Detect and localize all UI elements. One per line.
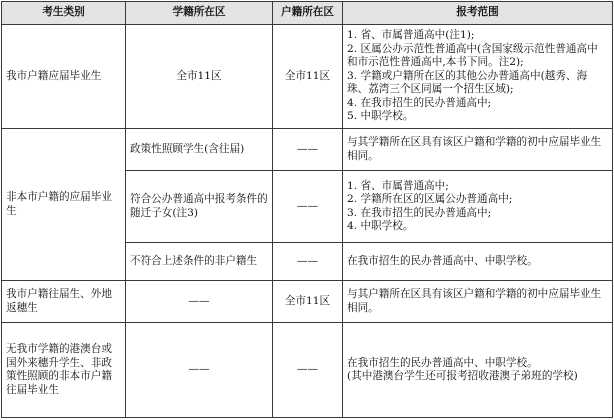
scope-item: 4. 中职学校。 [347, 220, 414, 232]
scope-cell [343, 171, 613, 243]
hukou-district-cell [273, 129, 343, 171]
scope-item: 3. 在我市招生的民办普通高中; [347, 206, 492, 219]
school-district-cell: 全市11区 [126, 25, 273, 129]
scope-cell [343, 25, 613, 129]
table-row [2, 25, 613, 129]
header-hukou-district: 户籍所在区 [273, 2, 343, 25]
category-cell: 无我市学籍的港澳台或国外来穗升学生、非政策性照顾的非本市户籍往届毕业生 [2, 323, 126, 418]
table-header-row [2, 2, 613, 25]
dash-placeholder: —— [296, 199, 319, 212]
scope-item: 1. 省、市属普通高中; [347, 179, 449, 192]
table-row [2, 281, 613, 323]
scope-item: 3. 学籍或户籍所在区的其他公办普通高中(越秀、海珠、荔湾三个区同属一个招生区域); [347, 69, 588, 96]
hukou-district-cell [273, 171, 343, 243]
scope-cell: 与其户籍所在区具有该区户籍和学籍的初中应届毕业生相同。 [343, 281, 613, 323]
header-school-district: 学籍所在区 [126, 2, 273, 25]
hukou-district-cell [273, 243, 343, 281]
table-row [2, 129, 613, 171]
scope-cell: 在我市招生的民办普通高中、中职学校。 [343, 243, 613, 281]
category-cell: 我市户籍应届毕业生 [2, 25, 126, 129]
school-district-cell: 符合公办普通高中报考条件的随迁子女(注3) [126, 171, 273, 243]
admission-scope-table [1, 1, 613, 418]
dash-placeholder: —— [296, 254, 319, 267]
scope-item: 4. 在我市招生的民办普通高中; [347, 96, 492, 109]
scope-item: 2. 学籍所在区的区属公办普通高中; [347, 193, 513, 205]
dash-placeholder: —— [296, 142, 319, 155]
scope-item: 在我市招生的民办普通高中、中职学校。 [347, 356, 538, 369]
hukou-district-cell [273, 323, 343, 418]
dash-placeholder: —— [188, 294, 210, 307]
hukou-district-cell: 全市11区 [273, 25, 343, 129]
dash-placeholder: —— [188, 363, 210, 376]
scope-item: 2. 区属公办示范性普通高中(含国家级示范性普通高中和市示范性普通高中,本书下同。注2); [347, 42, 598, 69]
scope-item: 1. 省、市属普通高中(注1); [347, 29, 475, 42]
school-district-cell [126, 323, 273, 418]
table-row [2, 323, 613, 418]
school-district-cell [126, 281, 273, 323]
dash-placeholder: —— [296, 363, 319, 376]
scope-cell [343, 323, 613, 418]
header-application-scope: 报考范围 [343, 2, 613, 25]
hukou-district-cell: 全市11区 [273, 281, 343, 323]
school-district-cell: 不符合上述条件的非户籍生 [126, 243, 273, 281]
header-student-category: 考生类别 [2, 2, 126, 25]
category-cell: 非本市户籍的应届毕业生 [2, 129, 126, 281]
scope-item: (其中港澳台学生还可报考招收港澳子弟班的学校) [347, 370, 578, 382]
scope-item: 5. 中职学校。 [347, 110, 414, 123]
category-cell: 我市户籍往届生、外地返穗生 [2, 281, 126, 323]
scope-cell: 与其学籍所在区具有该区户籍和学籍的初中应届毕业生相同。 [343, 129, 613, 171]
school-district-cell: 政策性照顾学生(含往届) [126, 129, 273, 171]
